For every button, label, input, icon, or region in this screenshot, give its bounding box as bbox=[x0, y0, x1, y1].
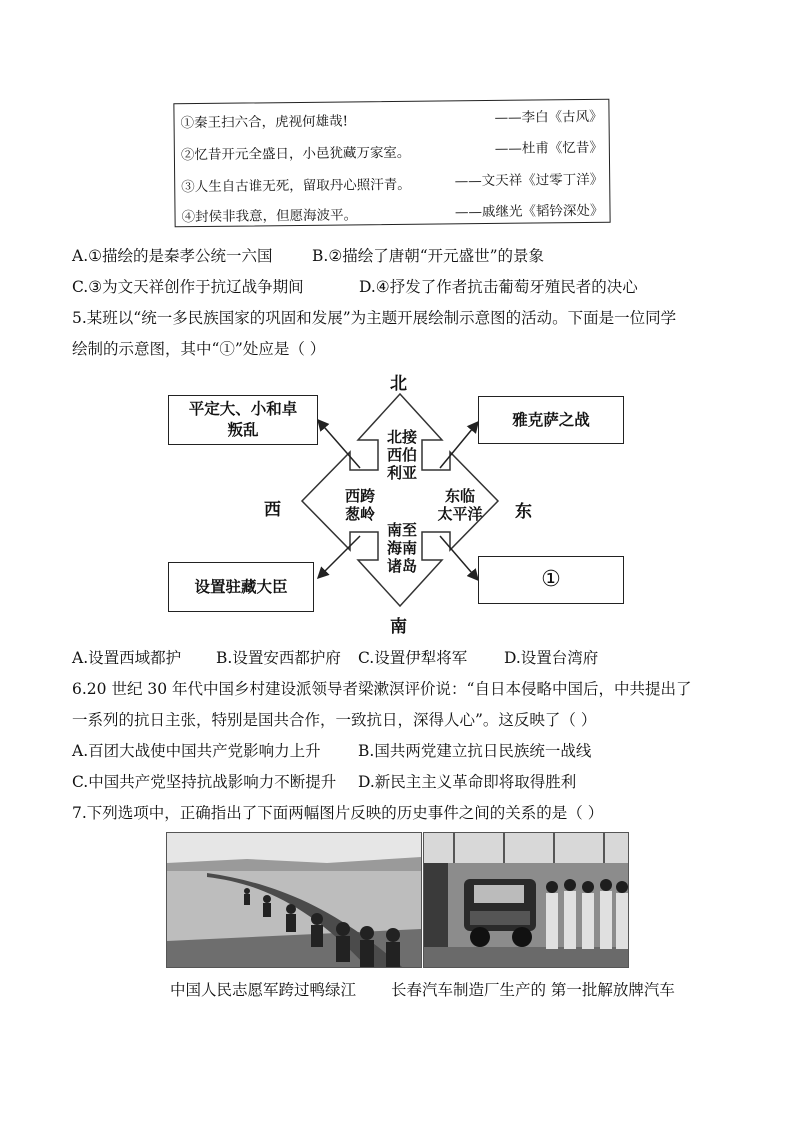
arm-east-text: 东临 太平洋 bbox=[437, 487, 483, 523]
q5-option-b: B.设置安西都护府 bbox=[216, 649, 341, 667]
arrow-to-sw bbox=[318, 536, 360, 578]
q6-option-c: C.中国共产党坚持抗战影响力不断提升 bbox=[72, 773, 337, 791]
box-southeast-blank: ① bbox=[478, 556, 624, 604]
arrow-to-nw bbox=[318, 420, 360, 468]
q5-option-a: A.设置西域都护 bbox=[72, 649, 182, 667]
direction-east: 东 bbox=[515, 502, 532, 522]
q6-option-d: D.新民主主义革命即将取得胜利 bbox=[358, 773, 577, 791]
q7-stem: 7.下列选项中，正确指出了下面两幅图片反映的历史事件之间的关系的是（ ） bbox=[72, 804, 604, 822]
q6-stem-line-2: 一系列的抗日主张，特别是国共合作，一致抗日，深得人心”。这反映了（ ） bbox=[72, 711, 597, 729]
direction-south: 南 bbox=[390, 617, 407, 637]
box-southwest: 设置驻藏大臣 bbox=[168, 562, 314, 612]
arm-north-text: 北接 西伯 利亚 bbox=[386, 428, 417, 482]
q5-option-c: C.设置伊犁将军 bbox=[358, 649, 468, 667]
poem-line-3: ③人生自古谁无死，留取丹心照汗青。 bbox=[181, 176, 411, 196]
photo-volunteer-army bbox=[166, 832, 422, 968]
poem-source-3: ——文天祥《过零丁洋》 bbox=[454, 171, 604, 190]
poem-box bbox=[173, 99, 610, 228]
q6-option-a: A.百团大战使中国共产党影响力上升 bbox=[72, 742, 321, 760]
poem-source-1: ——李白《古风》 bbox=[494, 108, 603, 126]
photo-jiefang-trucks bbox=[423, 832, 629, 968]
poem-source-4: ——戚继光《韬钤深处》 bbox=[454, 202, 604, 221]
poem-line-4: ④封侯非我意，但愿海波平。 bbox=[181, 207, 358, 226]
q4-option-d: D.④抒发了作者抗击葡萄牙殖民者的决心 bbox=[359, 278, 638, 296]
poem-line-1: ①秦王扫六合，虎视何雄哉! bbox=[180, 113, 349, 132]
q6-stem-line-1: 6.20 世纪 30 年代中国乡村建设派领导者梁漱溟评价说：“自日本侵略中国后，中共提出了 bbox=[72, 680, 692, 698]
arm-south-text: 南至 海南 诸岛 bbox=[386, 521, 417, 575]
photo-volunteer-army-drawing bbox=[167, 833, 421, 967]
arrow-to-se bbox=[440, 536, 478, 580]
q4-option-a: A.①描绘的是秦孝公统一六国 bbox=[72, 247, 273, 265]
q5-option-d: D.设置台湾府 bbox=[504, 649, 599, 667]
caption-jiefang-trucks: 长春汽车制造厂生产的 第一批解放牌汽车 bbox=[391, 981, 675, 999]
arm-west-text: 西跨 葱岭 bbox=[344, 487, 375, 523]
poem-source-2: ——杜甫《忆昔》 bbox=[494, 139, 603, 157]
direction-north: 北 bbox=[390, 374, 407, 394]
q4-option-c: C.③为文天祥创作于抗辽战争期间 bbox=[72, 278, 304, 296]
direction-west: 西 bbox=[264, 500, 281, 520]
box-northeast: 雅克萨之战 bbox=[478, 396, 624, 444]
box-northwest: 平定大、小和卓 叛乱 bbox=[168, 395, 318, 445]
photo-jiefang-trucks-drawing bbox=[424, 833, 628, 967]
poem-line-2: ②忆昔开元全盛日，小邑犹藏万家室。 bbox=[180, 144, 411, 164]
q5-stem-line-1: 5.某班以“统一多民族国家的巩固和发展”为主题开展绘制示意图的活动。下面是一位同学 bbox=[72, 309, 677, 327]
q5-stem-line-2: 绘制的示意图，其中“①”处应是（ ） bbox=[72, 340, 326, 358]
caption-volunteer-army: 中国人民志愿军跨过鸭绿江 bbox=[170, 981, 357, 999]
q4-option-b: B.②描绘了唐朝“开元盛世”的景象 bbox=[312, 247, 545, 265]
q6-option-b: B.国共两党建立抗日民族统一战线 bbox=[358, 742, 592, 760]
